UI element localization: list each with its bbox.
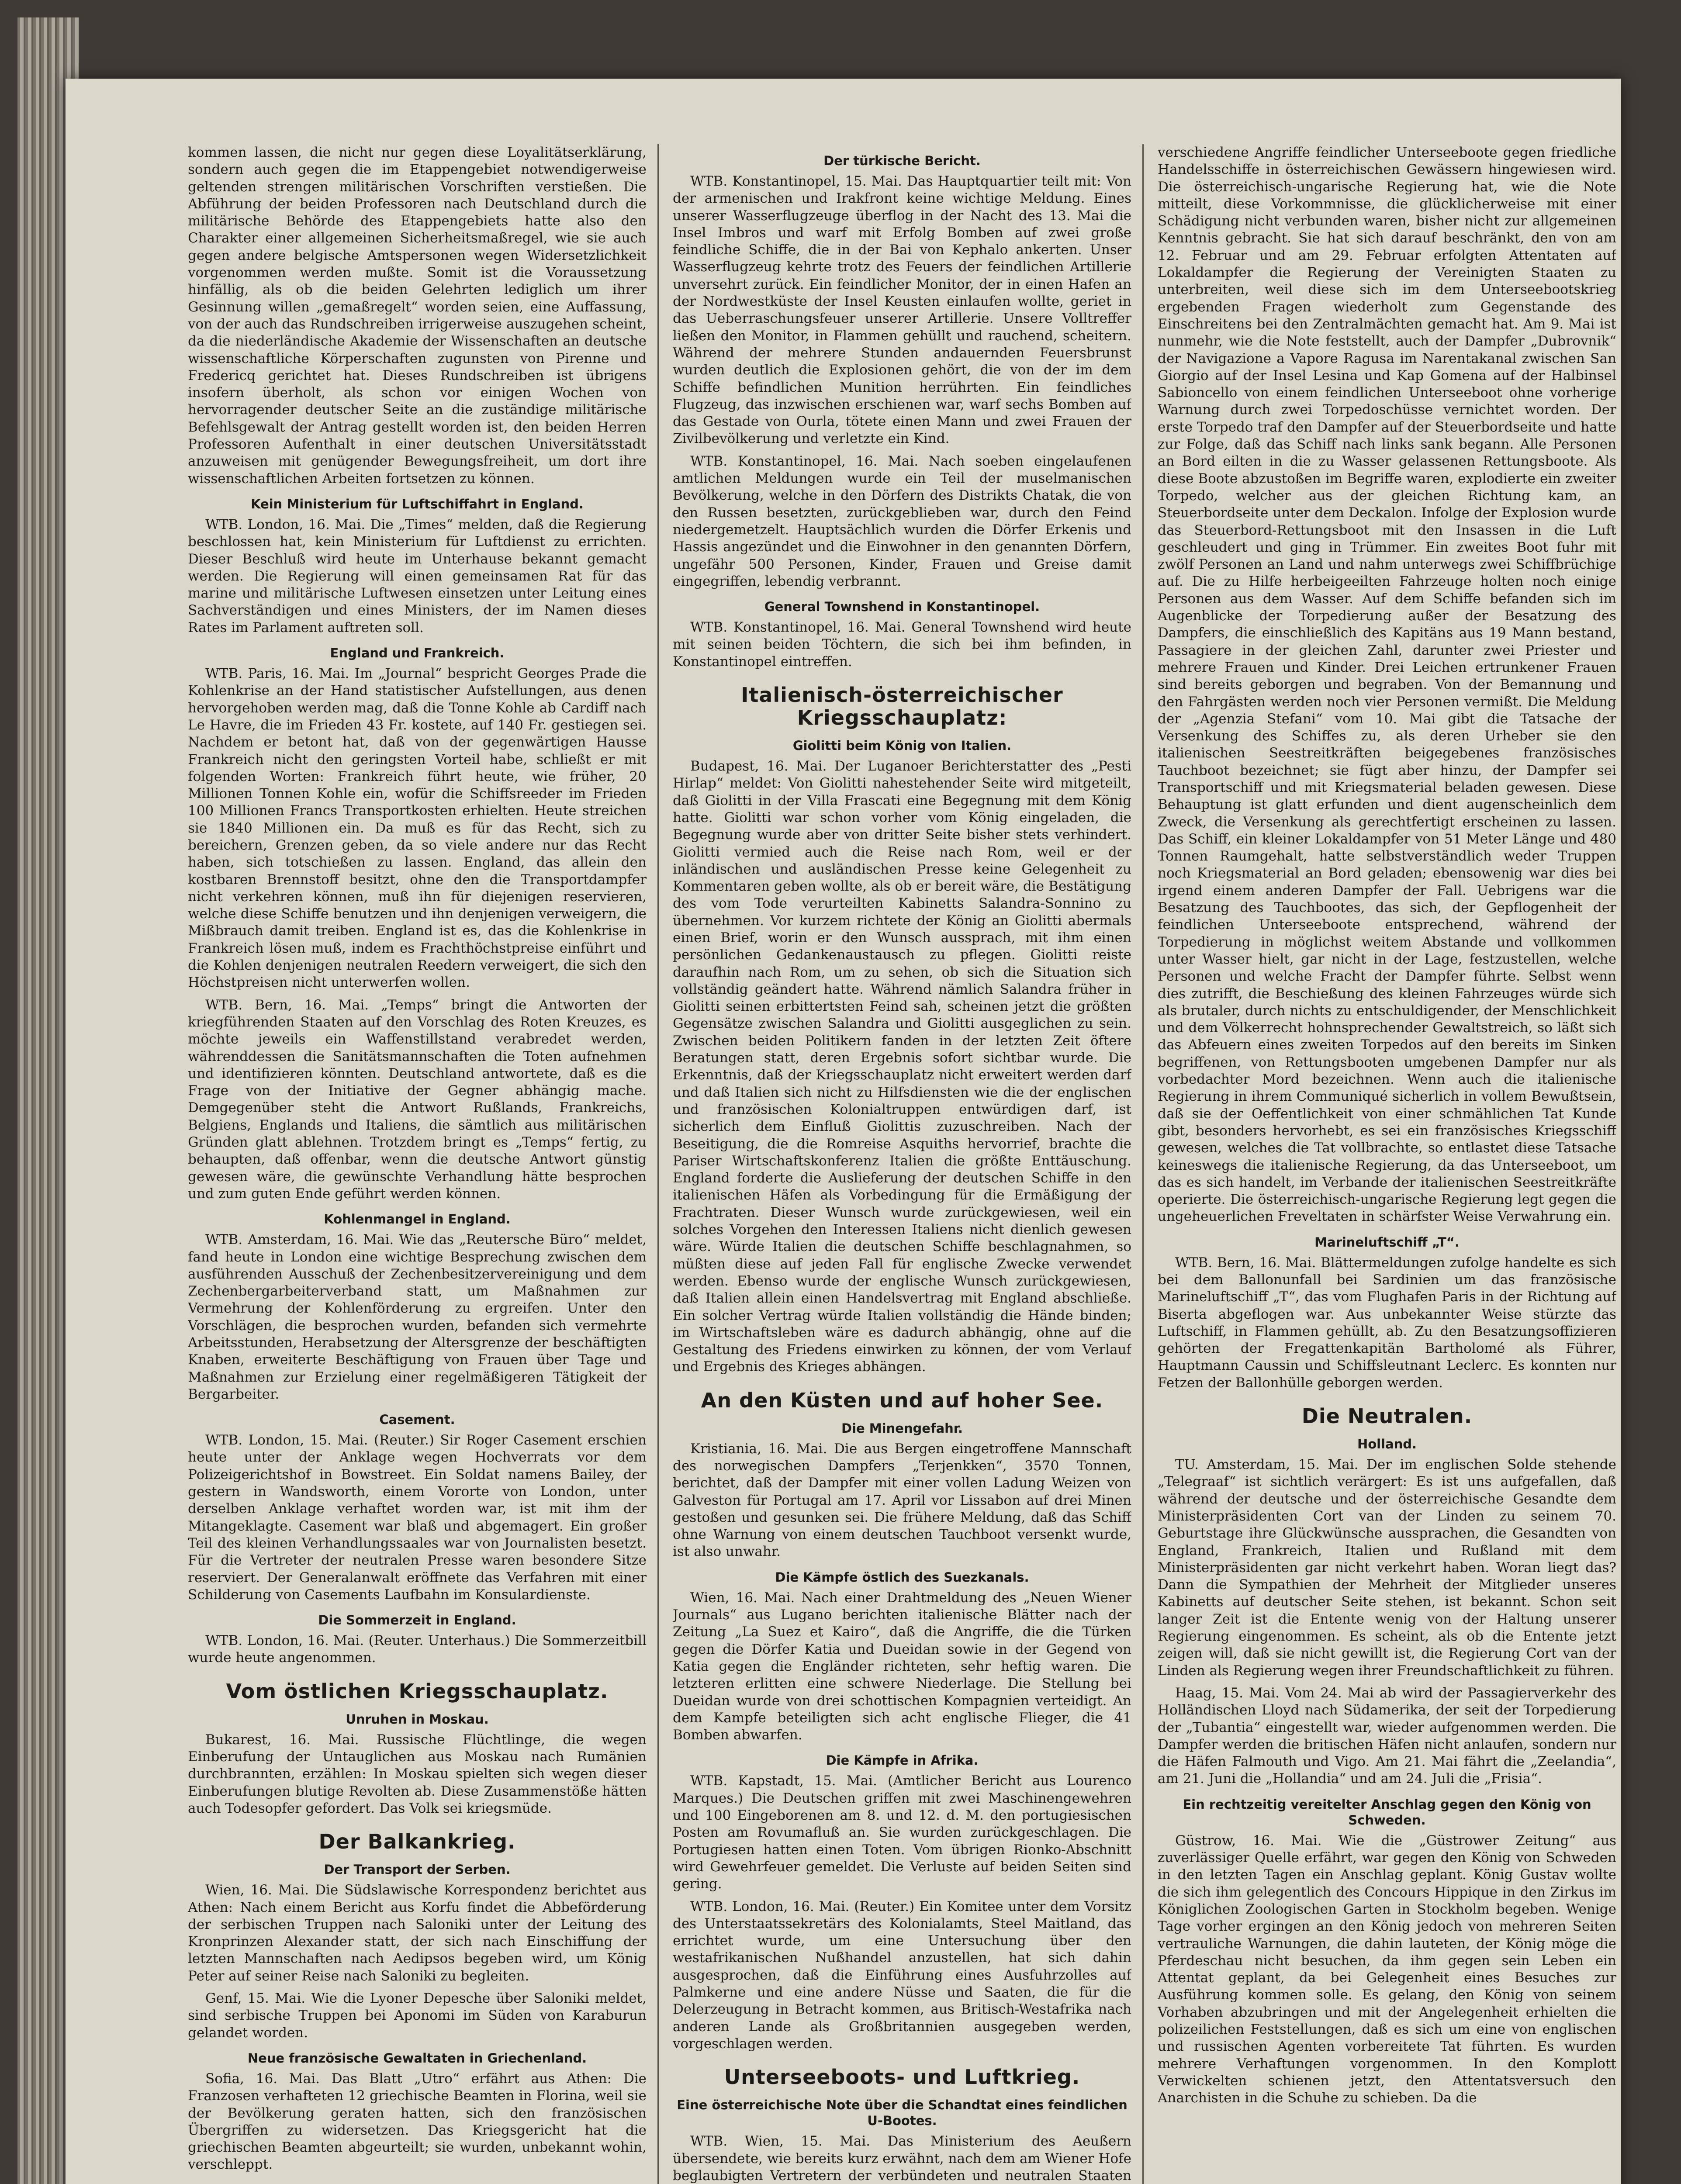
article-paragraph: Güstrow, 16. Mai. Wie die „Güstrower Zeitung“ aus zuverlässiger Quelle erfährt, war gegen den König von Schweden in den letzten Tagen ein Anschlag geplant. König Gustav wollte die sich ihm gelegentlich des Concours Hippique in den Zirkus im Königlichen Zoologischen Garten in Stockholm begeben. Wenige Tage vorher ergingen an den König jedoch von mehreren Seiten vertrauliche Warnungen, die dahin lauteten, der König möge die Pferdeschau nicht besuchen, da ihm gegen sein Leben ein Attentat geplant, da bei Gelegenheit eines Besuches zur Ausführung kommen solle. Es gelang, den König von seinem Vorhaben abzubringen und mit der Angelegenheit erhielten die polizeilichen Feststellungen, daß es sich um eine von englischen und russischen Agenten vorbereitete Tat führten. Es wurden mehrere Verhaftungen vorgenommen. In den Komplott Verwickelten schienen jetzt, den Attentatsversuch den Anarchisten in die Schuhe zu schieben. Da die xyxy=(1158,1832,1616,2106)
article-paragraph: WTB. Kapstadt, 15. Mai. (Amtlicher Bericht aus Lourenco Marques.) Die Deutschen griffen mit zwei Maschinengewehren und 100 Eingeborenen am 8. und 12. d. M. den portugiesischen Posten am Rovumafluß an. Sie wurden zurückgeschlagen. Die Portugiesen hatten einen Toten. Vom übrigen Rionko-Abschnitt wird Gewehrfeuer gemeldet. Die Verluste auf beiden Seiten sind gering. xyxy=(673,1773,1131,1892)
article-paragraph: Bukarest, 16. Mai. Russische Flüchtlinge, die wegen Einberufung der Untauglichen aus Moskau nach Rumänien durchbrannten, erzählen: In Moskau spielten sich wegen dieser Einberufungen blutige Revolten ab. Diese Zusammenstöße hätten auch Todesopfer gefordert. Das Volk sei kriegsmüde. xyxy=(188,1731,647,1816)
section-heading: Der Balkankrieg. xyxy=(318,1830,516,1854)
article-headline: Die Sommerzeit in England. xyxy=(318,1613,516,1628)
section-heading: An den Küsten und auf hoher See. xyxy=(701,1388,1103,1412)
article-paragraph: WTB. London, 16. Mai. Die „Times“ melden, daß die Regierung beschlossen hat, kein Ministerium für Luftdienst zu errichten. Dieser Beschluß wird heute im Unterhause bekannt gemacht werden. Die Regierung will einen gemeinsamen Rat für das marine und militärische Luftwesen einsetzen unter Leitung eines Sachverständigen und eines Ministers, der im Namen dieses Rates im Parlament auftreten soll. xyxy=(188,516,647,636)
section-heading: Italienisch-österreichischer Kriegsschauplatz: xyxy=(741,683,1063,730)
article-paragraph: WTB. Konstantinopel, 16. Mai. General Townshend wird heute mit seinen beiden Töchtern, die sich bei ihm befinden, in Konstantinopel eintreffen. xyxy=(673,619,1131,670)
article-headline: Kein Ministerium für Luftschiffahrt in England. xyxy=(251,496,584,511)
section-heading: Unterseeboots- und Luftkrieg. xyxy=(724,2065,1080,2089)
article-headline: Kohlenmangel in England. xyxy=(324,1212,511,1227)
article-headline: Der türkische Bericht. xyxy=(823,153,981,168)
article-headline: Unruhen in Moskau. xyxy=(346,1711,489,1727)
article-headline: Eine österreichische Note über die Schandtat eines feindlichen U-Bootes. xyxy=(677,2098,1128,2129)
article-headline: Die Kämpfe in Afrika. xyxy=(826,1753,979,1768)
column-rule xyxy=(657,144,659,2184)
article-paragraph: kommen lassen, die nicht nur gegen diese Loyalitätserklärung, sondern auch gegen die im Etappengebiet notwendigerweise geltenden strengen militärischen Vorschriften verstießen. Die Abführung der beiden Professoren nach Deutschland durch die militärische Behörde des Etappengebiets hatte also den Charakter einer allgemeinen Sicherheitsmaßregel, wie sie auch gegen andere belgische Amtspersonen wegen Widersetzlichkeit vorgenommen werden mußte. Somit ist die Voraussetzung hinfällig, als ob die beiden Gelehrten lediglich um ihrer Gesinnung willen „gemaßregelt“ worden seien, eine Auffassung, von der auch das Rundschreiben irrigerweise auszugehen scheint, da die niederländische Akademie der Wissenschaften an deutsche wissenschaftliche Körperschaften zugunsten von Pirenne und Fredericq gerichtet hat. Dieses Rundschreiben ist übrigens insofern überholt, als schon vor einigen Wochen von hervorragender deutscher Seite an die zuständige militärische Befehlsgewalt der Antrag gestellt worden ist, den beiden Herren Professoren Aufenthalt in einer deutschen Universitätsstadt anzuweisen mit genügender Bewegungsfreiheit, um dort ihre wissenschaftlichen Arbeiten fortsetzen zu können. xyxy=(188,145,647,487)
article-headline: Der Transport der Serben. xyxy=(324,1862,511,1877)
article-paragraph: Haag, 15. Mai. Vom 24. Mai ab wird der Passagierverkehr des Holländischen Lloyd nach Südamerika, der seit der Torpedierung der „Tubantia“ eingestellt war, wieder aufgenommen werden. Die Dampfer werden die britischen Häfen nicht anlaufen, sondern nur die Häfen Falmouth und Vigo. Am 21. Mai fährt die „Zeelandia“, am 21. Juni die „Hollandia“ und am 24. Juli die „Frisia“. xyxy=(1158,1685,1616,1787)
column-rule xyxy=(1142,144,1144,2184)
article-paragraph: Kristiania, 16. Mai. Die aus Bergen eingetroffene Mannschaft des norwegischen Dampfers „Terjenkken“, 3570 Tonnen, berichtet, daß der Dampfer mit einer vollen Ladung Weizen von Galveston für Portugal am 17. April vor Lissabon auf drei Minen gestoßen und gesunken sei. Die frühere Meldung, daß das Schiff ohne Warnung von einem deutschen Tauchboot versenkt wurde, ist also unwahr. xyxy=(673,1441,1131,1560)
article-headline: Die Minengefahr. xyxy=(841,1420,963,1436)
article-paragraph: TU. Amsterdam, 15. Mai. Der im englischen Solde stehende „Telegraaf“ ist sichtlich verärgert: Es ist uns aufgefallen, daß während der deutsche und der österreichische Gesandte dem Ministerpräsidenten Cort van der Linden zu seinem 70. Geburtstage ihre Glückwünsche aussprachen, die Gesandten von England, Frankreich, Italien und Rußland mit dem Ministerpräsidenten gar nicht verkehrt haben. Woran liegt das? Dann die Sympathien der Mehrheit der Mitglieder unseres Kabinetts auf deutscher Seite stehen, ist bekannt. Schon seit langer Zeit ist die Entente wenig von der Haltung unserer Regierung eingenommen. Es scheint, als ob die Entente jetzt zeigen will, daß sie nicht gewillt ist, die Regierung Cort van der Linden als Regierung wegen ihrer Freundschaftlichkeit zu führen. xyxy=(1158,1457,1616,1679)
article-paragraph: WTB. Konstantinopel, 16. Mai. Nach soeben eingelaufenen amtlichen Meldungen wurde ein Teil der muselmanischen Bevölkerung, welche in den Dörfern des Distrikts Chatak, die von den Russen besetzten, zurückgeblieben war, durch den Feind niedergemetzelt. Hauptsächlich wurden die Dörfer Erkenis und Hassis angezündet und die Einwohner in den genannten Dörfern, ungefähr 500 Personen, Kinder, Frauen und Greise damit eingegriffen, lebendig verbrannt. xyxy=(673,453,1131,589)
article-headline: England und Frankreich. xyxy=(330,646,505,661)
article-paragraph: WTB. London, 15. Mai. (Reuter.) Sir Roger Casement erschien heute unter der Anklage wegen Hochverrats vor dem Polizeigerichtshof in Bowstreet. Ein Soldat namens Bailey, der gestern in Wandsworth, einem Vororte von London, unter derselben Anklage verhaftet worden war, ist mit ihm der Mitangeklagte. Casement war blaß und abgemagert. Ein großer Teil des kleinen Verhandlungssaales war von Journalisten besetzt. Für die Vertreter der neutralen Presse waren besondere Sitze reserviert. Der Generalanwalt eröffnete das Verfahren mit einer Schilderung von Casements Laufbahn im Konsulardienste. xyxy=(188,1432,647,1603)
article-paragraph: WTB. London, 16. Mai. (Reuter. Unterhaus.) Die Sommerzeitbill wurde heute angenommen. xyxy=(188,1633,647,1666)
article-paragraph: WTB. London, 16. Mai. (Reuter.) Ein Komitee unter dem Vorsitz des Unterstaatssekretärs des Kolonialamts, Steel Maitland, das errichtet wurde, um eine Untersuchung über den westafrikanischen Nußhandel anzustellen, hat sich dahin ausgesprochen, daß die Einführung eines Ausfuhrzolles auf Palmkerne und eine andere Nüsse und Saaten, die für die Delerzeugung in Betracht kommen, aus Britisch-Westafrika nach anderen Lande als Großbritannien ausgegeben werden, vorgeschlagen werden. xyxy=(673,1898,1131,2052)
column-2 xyxy=(673,144,1131,2184)
article-paragraph: Budapest, 16. Mai. Der Luganoer Berichterstatter des „Pesti Hirlap“ meldet: Von Giolitti nahestehender Seite wird mitgeteilt, daß Giolitti in der Villa Frascati eine Begegnung mit dem König hatte. Giolitti war schon vorher vom König eingeladen, die Begegnung wurde aber von dritter Seite bisher stets verhindert. Giolitti vermied auch die Reise nach Rom, weil er der inländischen und ausländischen Presse keine Gelegenheit zu Kommentaren geben wollte, als ob er bereit wäre, die Bestätigung des vom Tode verurteilten Kabinetts Salandra-Sonnino zu übernehmen. Vor kurzem richtete der König an Giolitti abermals einen Brief, worin er den Wunsch aussprach, mit ihm einen persönlichen Gedankenaustausch zu pflegen. Giolitti reiste daraufhin nach Rom, um zu sehen, ob sich die Situation sich vollständig geändert hatte. Während nämlich Salandra früher in Giolitti seinen erbittertsten Feind sah, scheinen jetzt die größten Gegensätze zwischen Salandra und Giolitti ausgeglichen zu sein. Zwischen beiden Politikern fanden in der letzten Zeit öftere Beratungen statt, deren Ergebnis sofort sichtbar wurde. Die Erkenntnis, daß der Kriegsschauplatz nicht erweitert werden darf und daß Italien sich nicht zu Hilfsdiensten wie die der englischen und französischen Kolonialtruppen entwürdigen darf, ist sicherlich dem Einfluß Giolittis zuzuschreiben. Nach der Beseitigung, die die Romreise Asquiths hervorrief, brachte die Pariser Wirtschaftskonferenz Italien die größte Enttäuschung. England forderte die Auslieferung der deutschen Schiffe in den italienischen Häfen als Vorbedingung für die Ermäßigung der Frachtraten. Dieser Wunsch wurde zurückgewiesen, weil ein solches Vorgehen den Interessen Italiens nicht dienlich gewesen wäre. Würde Italien die deutschen Schiffe beschlagnahmen, so müßten diese auf jeden Fall für englische Zwecke verwendet werden. Ebenso wurde der englische Wunsch zurückgewiesen, daß Italien allein einen Handelsvertrag mit England abschließe. Ein solcher Vertrag würde Italien vollständig die Hände binden; im Wirtschaftsleben wäre es dadurch abhängig, ohne auf die Gestaltung des Friedens einwirken zu können, der vom Verlauf und Ergebnis des Krieges abhängen. xyxy=(673,758,1131,1375)
article-headline: Ein rechtzeitig vereitelter Anschlag gegen den König von Schweden. xyxy=(1183,1797,1591,1828)
article-headline: Die Kämpfe östlich des Suezkanals. xyxy=(775,1569,1029,1585)
section-heading: Die Neutralen. xyxy=(1301,1404,1473,1428)
column-3 xyxy=(1158,144,1616,2184)
newspaper-page xyxy=(66,79,1621,2184)
article-paragraph: Sofia, 16. Mai. Das Blatt „Utro“ erfährt aus Athen: Die Franzosen verhafteten 12 griechische Beamten in Florina, weil sie der Bevölkerung geraten hatten, sich den französischen Übergriffen zu widersetzen. Das Kriegsgericht hat die griechischen Beamten abgeurteilt; sie wurden, unbekannt wohin, verschleppt. xyxy=(188,2070,647,2173)
column-1 xyxy=(188,144,647,2184)
article-headline: Holland. xyxy=(1357,1437,1417,1452)
article-paragraph: WTB. Wien, 15. Mai. Das Ministerium des Aeußern übersendete, wie bereits kurz erwähnt, nach dem am Wiener Hofe beglaubigten Vertretern der verbündeten und neutralen Staaten xyxy=(673,2133,1131,2184)
article-paragraph: Wien, 16. Mai. Nach einer Drahtmeldung des „Neuen Wiener Journals“ aus Lugano berichten italienische Blätter nach der Zeitung „La Suez et Kairo“, daß die Angriffe, die die Türken gegen die Dörfer Katia und Dueidan sowie in der Gegend von Katia gegen die Engländer richteten, sehr heftig waren. Die letzteren erlitten eine schwere Niederlage. Die Stellung bei Dueidan wurde von drei schottischen Kompagnien verteidigt. An dem Kampfe beteiligten sich acht englische Flieger, die 41 Bomben abwarfen. xyxy=(673,1590,1131,1743)
article-headline: Giolitti beim König von Italien. xyxy=(792,738,1012,753)
article-headline: Casement. xyxy=(379,1412,455,1427)
article-headline: General Townshend in Konstantinopel. xyxy=(764,599,1040,615)
article-paragraph: WTB. Konstantinopel, 15. Mai. Das Hauptquartier teilt mit: Von der armenischen und Irakfront keine wichtige Meldung. Eines unserer Wasserflugzeuge überflog in der Nacht des 13. Mai die Insel Imbros und warf mit Erfolg Bomben auf zwei große feindliche Schiffe, die in der Bai von Kephalo ankerten. Unser Wasserflugzeug kehrte trotz des Feuers der feindlichen Artillerie unversehrt zurück. Ein feindlicher Monitor, der in einen Hafen an der Nordwestküste der Insel Keusten einlaufen wollte, geriet in das Ueberraschungsfeuer unserer Artillerie. Unsere Volltreffer ließen den Monitor, in Flammen gehüllt und rauchend, scheitern. Während der mehrere Stunden andauernden Feuersbrunst wurden deutlich die Explosionen gehört, die von der im dem Schiffe befindlichen Munition herrührten. Ein feindliches Flugzeug, das inzwischen erschienen war, warf sechs Bomben auf das Gestade von Ourla, tötete einen Mann und zwei Frauen der Zivilbevölkerung und verletzte ein Kind. xyxy=(673,173,1131,447)
article-headline: Marineluftschiff „T“. xyxy=(1314,1234,1460,1250)
section-heading: Vom östlichen Kriegsschauplatz. xyxy=(226,1679,609,1703)
article-paragraph: WTB. Bern, 16. Mai. Blättermeldungen zufolge handelte es sich bei dem Ballonunfall bei Sardinien um das französische Marineluftschiff „T“, das vom Flughafen Paris in der Richtung auf Biserta abgeflogen war. Aus unbekannter Weise stürzte das Luftschiff, in Flammen gehüllt, ab. Zu den Besatzungsoffizieren gehörten der Fregattenkapitän Bartholomé als Führer, Hauptmann Caussin und Schiffsleutnant Leclerc. Es konnten nur Fetzen der Ballonhülle geborgen werden. xyxy=(1158,1254,1616,1391)
article-paragraph: Genf, 15. Mai. Wie die Lyoner Depesche über Saloniki meldet, sind serbische Truppen bei Aponomi im Süden von Karaburun gelandet worden. xyxy=(188,1990,647,2041)
article-paragraph: WTB. Paris, 16. Mai. Im „Journal“ bespricht Georges Prade die Kohlenkrise an der Hand statistischer Aufstellungen, aus denen hervorgehoben werden mag, daß die Tonne Kohle ab Cardiff nach Le Havre, die im Frieden 43 Fr. kostete, auf 140 Fr. gestiegen sei. Nachdem er betont hat, daß von der gegenwärtigen Hausse Frankreich nicht den geringsten Vorteil habe, schließt er mit folgenden Worten: Frankreich führt heute, wie früher, 20 Millionen Tonnen Kohle ein, wofür die Schiffsreeder im Frieden 100 Millionen Francs Transportkosten erhielten. Heute streichen sie 1840 Millionen ein. Da muß es für das Recht, sich zu bereichern, Grenzen geben, da so viele andere nur das Recht haben, sich totschießen zu lassen. England, das allein den kostbaren Brennstoff besitzt, ohne den die Transportdampfer nicht verkehren können, muß ihn für diejenigen reservieren, welche diese Schiffe benutzen und ihn denjenigen verweigern, die Mißbrauch damit treiben. England ist es, das die Kohlenkrise in Frankreich lösen muß, indem es Frachthöchstpreise einführt und die Kohlen denjenigen neutralen Reedern verweigert, die sich den Höchstpreisen nicht unterwerfen wollen. xyxy=(188,666,647,991)
article-paragraph: verschiedene Angriffe feindlicher Unterseeboote gegen friedliche Handelsschiffe in österreichischen Gewässern hingewiesen wird. Die österreichisch-ungarische Regierung hat, wie die Note mitteilt, diese Vorkommnisse, die glücklicherweise mit einer Schädigung nicht verbunden waren, bisher nicht zur allgemeinen Kenntnis gebracht. Sie hat sich darauf beschränkt, den von am 12. Februar und am 29. Februar erfolgten Attentaten auf Lokaldampfer die Regierung der Vereinigten Staaten zu unterbreiten, weil diese sich im dem Unterseebootskrieg ergebenden Fragen wiederholt zum Gegenstande des Einschreitens bei den Zentralmächten gemacht hat. Am 9. Mai ist nunmehr, wie die Note feststellt, auch der Dampfer „Dubrovnik“ der Navigazione a Vapore Ragusa im Narentakanal zwischen San Giorgio auf der Insel Lesina und Kap Gomena auf der Halbinsel Sabioncello von einem feindlichen Unterseeboot ohne vorherige Warnung durch zwei Torpedoschüsse vernichtet worden. Der erste Torpedo traf den Dampfer auf der Steuerbordseite und hatte zur Folge, daß das Schiff nach links sank begann. Alle Personen an Bord eilten in die zu Wasser gelassenen Rettungsboote. Als diese Boote abzustoßen im Begriffe waren, explodierte ein zweiter Torpedo, welcher aus der gleichen Richtung kam, an Steuerbordseite unter dem Deckalon. Infolge der Explosion wurde das Steuerbord-Rettungsboot mit den Insassen in die Luft geschleudert und ging in Trümmer. Ein zweites Boot fuhr mit zwölf Personen an Land und nahm unterwegs zwei Schiffbrüchige auf. Die zu Hilfe herbeigeeilten Fahrzeuge holten noch einige Personen aus dem Wasser. Auf dem Schiffe befanden sich im Augenblicke der Torpedierung außer der Besatzung des Dampfers, die einschließlich des Kapitäns aus 19 Mann bestand, Passagiere in der gleichen Zahl, darunter zwei Priester und mehrere Frauen und Kinder. Drei Leichen ertrunkener Frauen sind bereits geborgen und begraben. Von der Bemannung und den Fahrgästen werden noch vier Personen vermißt. Die Meldung der „Agenzia Stefani“ vom 10. Mai gibt die Tatsache der Versenkung des Schiffes zu, als deren Urheber sie den italienischen Seestreitkräften beigegebenes französisches Tauchboot bezeichnet; sie fügt aber hinzu, der Dampfer sei Transportschiff und mit Kriegsmaterial beladen gewesen. Diese Behauptung ist glatt erfunden und dient augenscheinlich dem Zweck, die Versenkung als gerechtfertigt erscheinen zu lassen. Das Schiff, ein kleiner Lokaldampfer von 51 Meter Länge und 480 Tonnen Raumgehalt, hatte selbstverständlich weder Truppen noch Kriegsmaterial an Bord geladen; ebensowenig war dies bei irgend einem anderen Dampfer der Fall. Uebrigens war die Besatzung des Tauchbootes, das sich, der Gepflogenheit der feindlichen Unterseeboote entsprechend, während der Torpedierung in möglichst weitem Abstande und vollkommen unter Wasser hielt, gar nicht in der Lage, festzustellen, welche Personen und welche Fracht der Dampfer führte. Selbst wenn dies zutrifft, die Beschießung des kleinen Fahrzeuges würde sich als brutaler, durch nichts zu entschuldigender, der Menschlichkeit und dem Völkerrecht hohnsprechender Gewaltstreich, so läßt sich das Abfeuern eines zweiten Torpedos auf den bereits im Sinken begriffenen, von Rettungsbooten umgebenen Dampfer nur als vorbedachter Mord bezeichnen. Wenn auch die italienische Regierung in ihrem Communiqué sicherlich in vollem Bewußtsein, daß sie der Oeffentlichkeit von einer schmählichen Tat Kunde gibt, besonders hervorhebt, es sei ein französisches Kriegsschiff gewesen, welches die Tat vollbrachte, so entlastet diese Tatsache keineswegs die italienische Regierung, da das Unterseeboot, um das es sich handelt, im Verbande der italienischen Seestreitkräfte operierte. Die österreichisch-ungarische Regierung legt gegen die ungeheuerlichen Freveltaten in schärfster Weise Verwahrung ein. xyxy=(1158,145,1616,1225)
article-paragraph: Wien, 16. Mai. Die Südslawische Korrespondenz berichtet aus Athen: Nach einem Bericht aus Korfu findet die Abbeförderung der serbischen Truppen nach Saloniki unter der Leitung des Kronprinzen Alexander statt, der sich nach Einschiffung der letzten Mannschaften nach Aedipsos begeben wird, um König Peter auf seiner Reise nach Saloniki zu begleiten. xyxy=(188,1882,647,1984)
article-paragraph: WTB. Bern, 16. Mai. „Temps“ bringt die Antworten der kriegführenden Staaten auf den Vorschlag des Roten Kreuzes, es möchte jeweils ein Waffenstillstand verabredet werden, währenddessen die Sanitätsmannschaften die Toten aufnehmen und identifizieren könnten. Deutschland antwortete, daß es die Frage von der Initiative der Gegner abhängig mache. Demgegenüber steht die Antwort Rußlands, Frankreichs, Belgiens, Englands und Italiens, die sämtlich aus militärischen Gründen glatt ablehnen. Trotzdem bringt es „Temps“ fertig, zu behaupten, daß offenbar, wenn die deutsche Antwort günstig gewesen wäre, die gewünschte Verhandlung hätte besprochen und zum guten Ende geführt werden können. xyxy=(188,997,647,1202)
article-headline: Neue französische Gewaltaten in Griechenland. xyxy=(247,2050,587,2066)
article-paragraph: WTB. Amsterdam, 16. Mai. Wie das „Reutersche Büro“ meldet, fand heute in London eine wichtige Besprechung zwischen dem ausführenden Ausschuß der Zechenbesitzervereinigung und dem Zechenbergarbeiterverband statt, um Maßnahmen zur Vermehrung der Kohlenförderung zu ergreifen. Unter den Vorschlägen, die besprochen wurden, befanden sich vermehrte Arbeitsstunden, Herabsetzung der Altersgrenze der beschäftigten Knaben, erweiterte Beschäftigung von Frauen über Tage und Maßnahmen zur Erzielung einer regelmäßigeren Tätigkeit der Bergarbeiter. xyxy=(188,1232,647,1402)
